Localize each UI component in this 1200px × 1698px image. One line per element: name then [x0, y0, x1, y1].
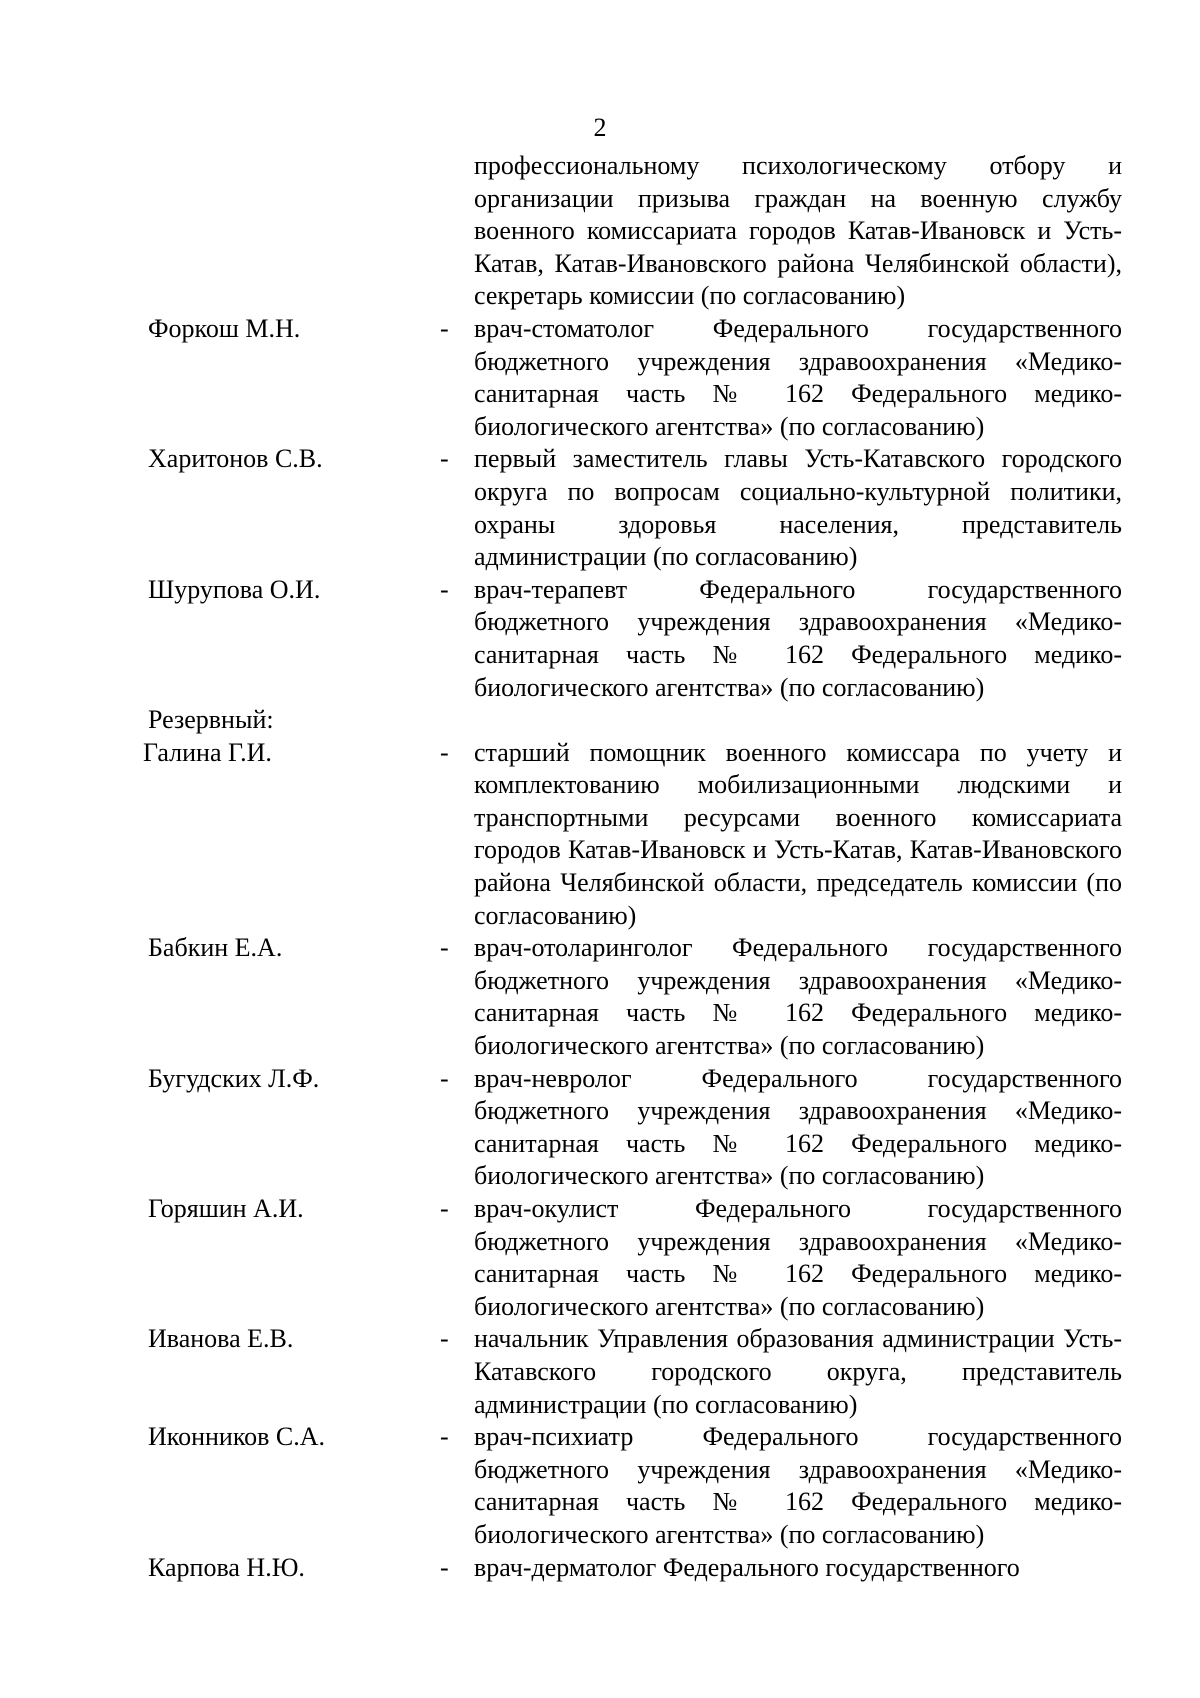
member-role: врач-дерматолог Федерального государственного: [474, 1552, 1020, 1582]
member-dash: -: [440, 444, 449, 474]
member-dash: -: [440, 1194, 449, 1223]
member-dash: -: [440, 1422, 449, 1452]
reserve-member-entry: [0, 737, 1200, 933]
member-role: старший помощник военного комиссара по учету и комплектованию мобилизационными людскими и транспортными ресурсами военного комиссариата городов Катав-Ивановск и Усть-Катав, Катав-Ивановского района Челябинской области, председатель комиссии (по согласованию): [474, 737, 1122, 930]
member-name: Карпова Н.Ю.: [148, 1552, 305, 1582]
reserve-member-entry: [0, 1193, 1200, 1323]
member-name: Харитонов С.В.: [148, 444, 323, 474]
commission-list: [0, 150, 1200, 1584]
member-entry: [0, 574, 1200, 704]
member-name: Иконников С.А.: [148, 1422, 326, 1452]
member-role: врач-психиатр Федерального государственного бюджетного учреждения здравоохранения «Медико-санитарная часть № 162 Федерального медико-биологического агентства» (по согласованию): [474, 1422, 1122, 1549]
member-role: начальник Управления образования администрации Усть-Катавского городского округа, представитель администрации (по согласованию): [474, 1324, 1122, 1419]
member-name: Иванова Е.В.: [148, 1324, 294, 1354]
reserve-member-entry: [0, 1421, 1200, 1551]
member-name: Шурупова О.И.: [148, 574, 321, 604]
member-role: врач-терапевт Федерального государственного бюджетного учреждения здравоохранения «Медико-санитарная часть № 162 Федерального медико-биологического агентства» (по согласованию): [474, 574, 1122, 702]
member-dash: -: [440, 933, 449, 963]
reserve-member-entry: [0, 932, 1200, 1062]
member-name: Горяшин А.И.: [148, 1194, 304, 1223]
intro-continuation: [0, 150, 1200, 313]
member-entry: [0, 443, 1200, 573]
member-role: врач-стоматолог Федерального государственного бюджетного учреждения здравоохранения «Медико-санитарная часть № 162 Федерального медико-биологического агентства» (по согласованию): [474, 313, 1122, 441]
member-role: врач-окулист Федерального государственного бюджетного учреждения здравоохранения «Медико-санитарная часть № 162 Федерального медико-биологического агентства» (по согласованию): [474, 1194, 1122, 1321]
member-role: врач-отоларинголог Федерального государственного бюджетного учреждения здравоохранения «Медико-санитарная часть № 162 Федерального медико-биологического агентства» (по согласованию): [474, 933, 1122, 1061]
member-entry: [0, 313, 1200, 443]
member-role: врач-невролог Федерального государственного бюджетного учреждения здравоохранения «Медико-санитарная часть № 162 Федерального медико-биологического агентства» (по согласованию): [474, 1063, 1122, 1191]
member-name: Форкош М.Н.: [148, 313, 301, 343]
member-dash: -: [440, 1552, 449, 1582]
page-number: 2: [593, 113, 607, 142]
reserve-heading: Резервный:: [148, 705, 274, 735]
member-dash: -: [440, 1063, 449, 1093]
member-role: первый заместитель главы Усть-Катавского городского округа по вопросам социально-культурной политики, охраны здоровья населения, представитель администрации (по согласованию): [474, 444, 1122, 572]
member-dash: -: [440, 574, 449, 604]
reserve-member-entry: [0, 1552, 1200, 1585]
member-name: Бугудских Л.Ф.: [148, 1063, 320, 1093]
member-name: Галина Г.И.: [143, 737, 272, 767]
reserve-member-entry: [0, 1323, 1200, 1421]
reserve-member-entry: [0, 1063, 1200, 1193]
member-dash: -: [440, 1324, 449, 1354]
member-dash: -: [440, 737, 449, 767]
member-dash: -: [440, 313, 449, 343]
intro-text: профессиональному психологическому отбору и организации призыва граждан на военную службу военного комиссариата городов Катав-Ивановск и Усть-Катав, Катав-Ивановского района Челябинской области), секретарь комиссии (по согласованию): [474, 151, 1122, 311]
member-name: Бабкин Е.А.: [148, 933, 283, 963]
